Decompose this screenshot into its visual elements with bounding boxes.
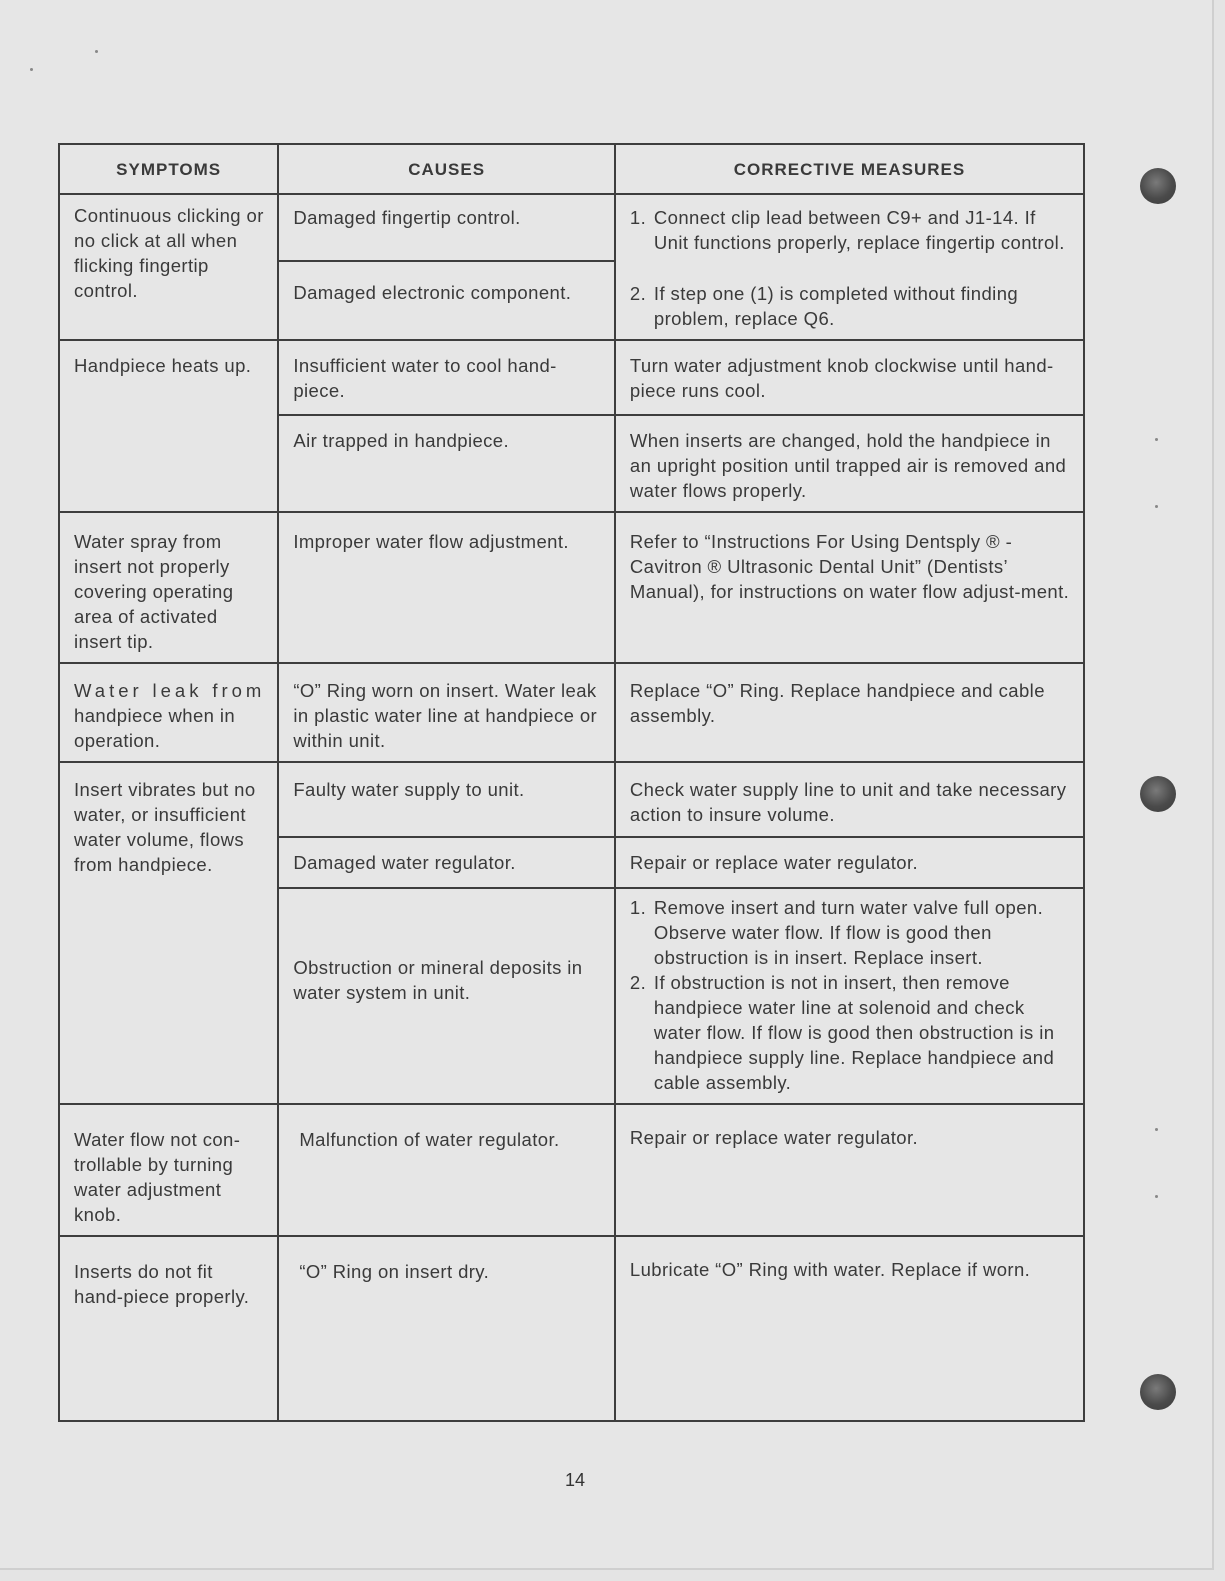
- symptom-cell: Water flow not con-trollable by turning water adjustment knob.: [59, 1104, 278, 1236]
- measure-cell: Turn water adjustment knob clockwise until hand-piece runs cool.: [615, 340, 1084, 415]
- measure-cell: Lubricate “O” Ring with water. Replace if worn.: [615, 1236, 1084, 1421]
- symptoms-header: SYMPTOMS: [59, 144, 278, 194]
- table-header-row: [59, 144, 1084, 194]
- table-row: [59, 340, 1084, 415]
- punch-hole: [1140, 168, 1176, 204]
- measure-cell: [615, 194, 1084, 340]
- symptom-word: leak: [152, 680, 203, 701]
- list-number: 2.: [629, 972, 647, 993]
- paper-speck: [1155, 1195, 1158, 1198]
- paper-speck: [1155, 1128, 1158, 1131]
- paper-speck: [1155, 505, 1158, 508]
- symptom-cell: Continuous clicking or no click at all when flicking fingertip control.: [59, 194, 278, 340]
- cause-cell: “O” Ring worn on insert. Water leak in plastic water line at handpiece or within unit.: [278, 663, 615, 762]
- causes-header: CAUSES: [278, 144, 615, 194]
- measure-list-item: [630, 205, 1071, 255]
- symptom-cell: [59, 663, 278, 762]
- paper-speck: [30, 68, 33, 71]
- cause-cell: Obstruction or mineral deposits in water system in unit.: [278, 888, 615, 1104]
- cause-cell: Damaged water regulator.: [278, 837, 615, 888]
- symptom-cell: Water spray from insert not properly covering operating area of activated insert tip.: [59, 512, 278, 663]
- measure-list-item: [630, 895, 1071, 970]
- measure-cell: Check water supply line to unit and take necessary action to insure volume.: [615, 762, 1084, 837]
- measure-list-item: [630, 970, 1071, 1095]
- symptom-cell: Handpiece heats up.: [59, 340, 278, 512]
- list-text: Connect clip lead between C9+ and J1-14. If Unit functions properly, replace fingertip control.: [653, 207, 1065, 253]
- cause-cell: Faulty water supply to unit.: [278, 762, 615, 837]
- table-row: [59, 194, 1084, 261]
- page-number: 14: [564, 1470, 586, 1490]
- list-number: 1.: [629, 207, 647, 228]
- measure-cell: When inserts are changed, hold the handpiece in an upright position until trapped air is removed and water flows properly.: [615, 415, 1084, 512]
- cause-cell: “O” Ring on insert dry.: [278, 1236, 615, 1421]
- list-number: 2.: [629, 283, 647, 304]
- measure-cell: Repair or replace water regulator.: [615, 1104, 1084, 1236]
- table-row: [59, 1104, 1084, 1236]
- table-row: [59, 1236, 1084, 1421]
- measure-cell: Refer to “Instructions For Using Dentsply ® - Cavitron ® Ultrasonic Dental Unit” (Dentists’ Manual), for instructions on water flow adjust-ment.: [615, 512, 1084, 663]
- list-text: If step one (1) is completed without finding problem, replace Q6.: [653, 283, 1019, 329]
- list-number: 1.: [629, 897, 647, 918]
- paper-speck: [95, 50, 98, 53]
- cause-cell: Insufficient water to cool hand-piece.: [278, 340, 615, 415]
- measure-list-item: [630, 281, 1071, 331]
- cause-cell: Damaged fingertip control.: [278, 194, 615, 261]
- measure-cell: Repair or replace water regulator.: [615, 837, 1084, 888]
- corrective-measures-header: CORRECTIVE MEASURES: [615, 144, 1084, 194]
- table-row: [59, 762, 1084, 837]
- symptom-word: Water: [74, 680, 143, 701]
- punch-hole: [1140, 1374, 1176, 1410]
- symptom-cell: Inserts do not fit hand-piece properly.: [59, 1236, 278, 1421]
- measure-cell: [615, 888, 1084, 1104]
- paper-speck: [1155, 438, 1158, 441]
- cause-cell: Air trapped in handpiece.: [278, 415, 615, 512]
- list-text: Remove insert and turn water valve full open. Observe water flow. If flow is good then obstruction is in insert. Replace insert.: [653, 897, 1044, 968]
- measure-cell: Replace “O” Ring. Replace handpiece and cable assembly.: [615, 663, 1084, 762]
- punch-hole: [1140, 776, 1176, 812]
- symptom-word: from: [212, 680, 266, 701]
- troubleshooting-table: [58, 143, 1085, 1422]
- table-row: [59, 663, 1084, 762]
- cause-cell: Improper water flow adjustment.: [278, 512, 615, 663]
- list-text: If obstruction is not in insert, then remove handpiece water line at solenoid and check water flow. If flow is good then obstruction is in handpiece supply line. Replace handpiece and cable assembly.: [653, 972, 1055, 1093]
- cause-cell: Malfunction of water regulator.: [278, 1104, 615, 1236]
- justified-line: [74, 678, 265, 703]
- symptom-text: handpiece when in operation.: [74, 705, 236, 751]
- cause-cell: Damaged electronic component.: [278, 261, 615, 340]
- symptom-cell: Insert vibrates but no water, or insufficient water volume, flows from handpiece.: [59, 762, 278, 1104]
- table-row: [59, 512, 1084, 663]
